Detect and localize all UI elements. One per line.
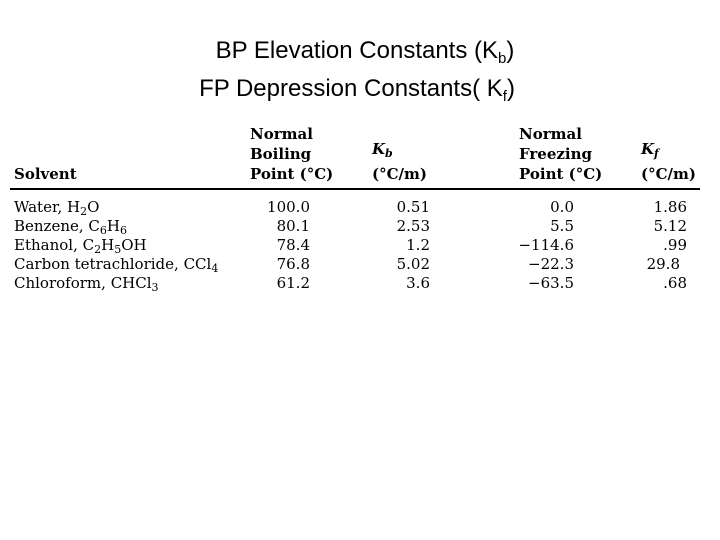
cell-kb: 3.6 xyxy=(406,273,430,292)
solvent-label: Ethanol, xyxy=(14,235,83,254)
cell-fp: −22.3 xyxy=(528,254,574,273)
solvent-label: Chloroform, xyxy=(14,273,111,292)
cell-bp: 76.8 xyxy=(276,254,310,273)
formula-subscript: 3 xyxy=(151,280,159,294)
cell-kb: 1.2 xyxy=(406,235,430,254)
cell-kb: 2.53 xyxy=(396,216,430,235)
header-kf xyxy=(641,139,696,184)
solvent-name xyxy=(14,236,147,255)
slide-title xyxy=(0,36,720,112)
header-kb-symbol xyxy=(372,139,427,164)
header-boiling-point xyxy=(250,124,333,184)
header-kb-sub: b xyxy=(385,147,393,160)
formula-subscript: 6 xyxy=(120,223,127,237)
title-line-fp-text: FP Depression Constants( K xyxy=(199,75,503,102)
solvent-name xyxy=(14,198,99,217)
cell-bp: 80.1 xyxy=(276,216,310,235)
header-fp-line1: Normal xyxy=(519,125,582,143)
table-row xyxy=(10,274,700,293)
cell-bp: 100.0 xyxy=(267,197,310,216)
formula-part: H xyxy=(106,216,120,235)
title-line-bp-text: BP Elevation Constants (K xyxy=(215,37,499,64)
header-freezing-point xyxy=(519,124,602,184)
cell-kf: 29.8 xyxy=(646,254,680,273)
title-line-fp xyxy=(0,74,720,112)
cell-fp: −114.6 xyxy=(518,235,574,254)
header-solvent-label: Solvent xyxy=(14,165,77,183)
header-fp-line2: Freezing xyxy=(519,145,592,163)
header-kb-k: K xyxy=(372,140,386,158)
formula-part: CCl xyxy=(183,254,212,273)
cell-bp: 61.2 xyxy=(276,273,310,292)
header-fp-line3: Point (°C) xyxy=(519,165,603,183)
title-line-bp-sub: b xyxy=(498,50,507,67)
formula-subscript: 4 xyxy=(211,261,219,275)
header-bp-line3: Point (°C) xyxy=(250,165,334,183)
table-header xyxy=(10,124,700,188)
formula-subscript: 5 xyxy=(114,242,122,256)
solvent-name xyxy=(14,274,159,293)
cell-fp: 0.0 xyxy=(550,197,574,216)
formula-part: H xyxy=(67,197,81,216)
header-kf-k: K xyxy=(641,140,655,158)
formula-subscript: 2 xyxy=(94,242,102,256)
header-bp-line2: Boiling xyxy=(250,145,312,163)
cell-kf: .99 xyxy=(663,235,687,254)
formula-part: C xyxy=(82,235,95,254)
header-solvent xyxy=(14,164,77,184)
table-row xyxy=(10,198,700,217)
title-line-bp-end: ) xyxy=(506,37,515,64)
formula-subscript: 2 xyxy=(80,204,88,218)
title-line-fp-sub: f xyxy=(502,88,507,105)
cell-bp: 78.4 xyxy=(276,235,310,254)
table-body xyxy=(10,190,700,293)
cell-kf: 1.86 xyxy=(653,197,687,216)
cell-kf: 5.12 xyxy=(653,216,687,235)
table-row xyxy=(10,255,700,274)
header-kb xyxy=(372,139,427,184)
solvent-label: Carbon tetrachloride, xyxy=(14,254,184,273)
cell-fp: 5.5 xyxy=(550,216,574,235)
title-line-bp xyxy=(0,36,720,74)
table-row xyxy=(10,217,700,236)
solvent-name xyxy=(14,255,218,274)
cell-kb: 5.02 xyxy=(396,254,430,273)
header-kf-unit: (°C/m) xyxy=(641,165,696,183)
solvent-name xyxy=(14,217,127,236)
header-kf-sub: f xyxy=(654,147,659,160)
table-row xyxy=(10,236,700,255)
formula-part: OH xyxy=(121,235,147,254)
formula-part: C xyxy=(88,216,100,235)
formula-part: CHCl xyxy=(110,273,152,292)
cell-fp: −63.5 xyxy=(528,273,574,292)
solvent-label: Benzene, xyxy=(14,216,89,235)
header-kb-unit: (°C/m) xyxy=(372,165,427,183)
formula-part: O xyxy=(87,197,100,216)
formula-subscript: 6 xyxy=(99,223,107,237)
header-bp-line1: Normal xyxy=(250,125,313,143)
solvent-label: Water, xyxy=(14,197,68,216)
title-line-fp-end: ) xyxy=(506,75,515,102)
constants-table xyxy=(10,124,700,293)
formula-part: H xyxy=(101,235,115,254)
header-kf-symbol xyxy=(641,139,696,164)
cell-kf: .68 xyxy=(663,273,687,292)
cell-kb: 0.51 xyxy=(396,197,430,216)
